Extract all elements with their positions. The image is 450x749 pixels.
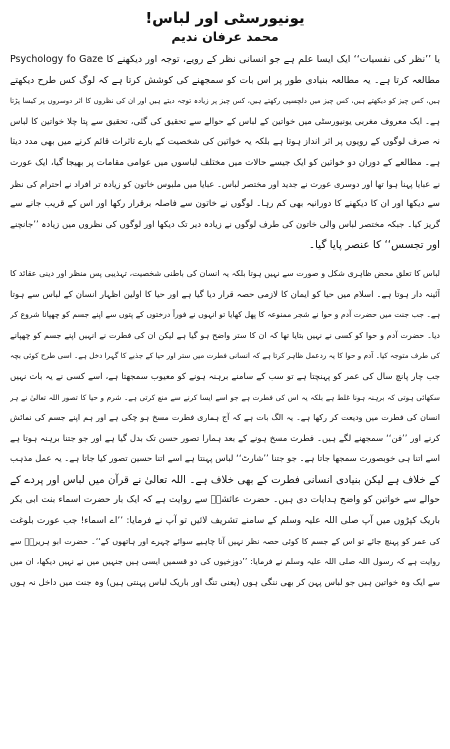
text-line: کرنے اور ’’فن‘‘ سمجھنے لگے ہیں۔ فطرت مسخ ہونے کے بعد ہمارا تصور حسن تک بدل گیا ہے اور جو جتنا برہنہ ہوتا ہے bbox=[10, 433, 440, 444]
text-line: کی طرف متوجہ کیا۔ آدم و حوا کا یہ ردعمل ظاہر کرتا ہے کہ انسانی فطرت میں ستر اور حیا کے جذبے کا گہرا دخل ہے۔ اسی طرح کوئی بچہ bbox=[10, 351, 440, 361]
paragraph-2 bbox=[10, 264, 440, 594]
text-line: روایت ہے کہ رسول اللہ صلی اللہ علیہ وسلم نے فرمایا: ’’دوزخیوں کی دو قسمیں ایسی ہیں جنہیں میں نے نہیں دیکھا، ان میں bbox=[10, 557, 440, 567]
text-line: ہے۔ جب جنت میں حضرت آدم و حوا نے شجر ممنوعہ کا پھل کھایا تو انہوں نے فوراً درختوں کے پتوں سے اپنے جسم کو چھپانا شروع کر bbox=[10, 310, 440, 320]
text-line: Psychology fo Gaze یا ’’نظر کی نفسیات‘‘ ایک ایسا علم ہے جو انسانی نظر کے رویے، توجہ اور دیکھنے کا bbox=[10, 54, 440, 65]
text-line: مطالعہ کرتا ہے۔ یہ مطالعہ بنیادی طور پر اس بات کو سمجھنے کی کوشش کرتا ہے کہ لوگ کس طرح دیکھتے bbox=[10, 74, 440, 86]
text-line: انسان کی فطرت میں ودیعت کر رکھا ہے۔ یہ الگ بات ہے کہ آج ہماری فطرت مسخ ہو چکی ہے اور ہم اپنے جسم کی نمائش bbox=[10, 413, 440, 423]
text-line: کی عمر کو پہنچ جائے تو اس کے جسم کا کوئی حصہ نظر نہیں آنا چاہیے سوائے چہرے اور ہاتھوں کے‘‘۔ حضرت ابو ہریرہؓ سے bbox=[10, 536, 440, 546]
text-line: ہے۔ مطالعے کے دوران دو خواتین کو ایک جیسے حالات میں مختلف لباسوں میں عوامی مقامات پر بھیجا گیا، ایک عورت bbox=[10, 157, 440, 168]
text-line: ہے۔ ایک معروف مغربی یونیورسٹی میں خواتین کے لباس کے حوالے سے تحقیق کی گئی، تحقیق سے پتا چلا خواتین کا لباس bbox=[10, 116, 440, 127]
article-title: یونیورسٹی اور لباس! bbox=[145, 9, 305, 27]
paragraph-1 bbox=[10, 50, 440, 256]
text-line: کے خلاف ہے لیکن بنیادی انسانی فطرت کے بھی خلاف ہے۔ اللہ تعالیٰ نے قرآن میں لباس اور پردے کے bbox=[10, 473, 440, 486]
text-line: لباس کا تعلق محض ظاہری شکل و صورت سے نہیں ہوتا بلکہ یہ انسان کی باطنی شخصیت، تہذیبی پس منظر اور دینی عقائد کا bbox=[10, 268, 440, 278]
text-line: آئینہ دار ہوتا ہے۔ اسلام میں حیا کو ایمان کا لازمی حصہ قرار دیا گیا ہے اور حیا کا اولین اظہار انسان کے لباس سے ہوتا bbox=[10, 289, 440, 300]
text-line: ہیں، کس چیز کو دیکھتے ہیں، کس چیز میں دلچسپی رکھتے ہیں، کس چیز پر زیادہ توجہ دیتے ہیں اور ان کی نظروں کا اثر دوسروں پر کیسا پڑتا bbox=[10, 97, 440, 106]
text-line: سکھائی ہوتی کہ برہنہ ہونا غلط ہے بلکہ یہ اس کی فطرت ہے جو اسے ایسا کرنے سے منع کرتی ہے۔ شرم و حیا کا تصور اللہ تعالیٰ نے ہر bbox=[10, 392, 440, 402]
text-line: جب چار پانچ سال کی عمر کو پہنچتا ہے تو سب کے سامنے برہنہ ہونے کو معیوب سمجھتا ہے، اسے کسی نے یہ بات نہیں bbox=[10, 371, 440, 382]
text-line: نہ صرف لوگوں کے رویوں پر اثر انداز ہوتا ہے بلکہ یہ خواتین کی شخصیت کے بارے تاثرات قائم کرنے میں بھی مدد دیتا bbox=[10, 137, 440, 148]
text-line: گریز کیا۔ جبکہ مختصر لباس والی خاتون کی طرف لوگوں نے زیادہ دیر تک دیکھا اور لوگوں کی نظروں میں زیادہ ’’جانچنے bbox=[10, 219, 440, 230]
text-line: نے عبایا پہنا ہوا تھا اور دوسری عورت نے جدید اور مختصر لباس۔ عبایا میں ملبوس خاتون کو زیادہ تر افراد نے احترام کی نظر bbox=[10, 178, 440, 189]
text-line: باریک کپڑوں میں آپ صلی اللہ علیہ وسلم کے سامنے تشریف لائیں تو آپ نے فرمایا: ’’اے اسماء! جب عورت بلوغت bbox=[10, 516, 440, 527]
paragraph-gap bbox=[10, 256, 440, 264]
text-line: سے ایک وہ خواتین ہیں جو لباس پہن کر بھی ننگی ہوں (یعنی تنگ اور باریک لباس پہنتی ہیں) وہ جنت میں داخل نہ ہوں bbox=[10, 577, 440, 588]
text-line: دیا۔ حضرت آدم و حوا کو کسی نے نہیں بتایا تھا کہ ان کا ستر واضح ہو گیا ہے لیکن ان کی فطرت نے انہیں اپنے جسم کو چھپانے bbox=[10, 330, 440, 340]
text-line: حوالے سے خواتین کو واضح ہدایات دی ہیں۔ حضرت عائشہؓ سے روایت ہے کہ ایک بار حضرت اسماء بنت ابی بکر bbox=[10, 495, 440, 506]
text-line: اسے اتنا ہی خوبصورت سمجھا جاتا ہے۔ جو جتنا ’’شارٹ‘‘ لباس پہنتا ہے اسے اتنا حسین تصور کیا جاتا ہے۔ یہ عمل مذہب bbox=[10, 454, 440, 465]
text-line: سے دیکھا اور ان کا دیکھنے کا دورانیہ بھی کم رہا۔ لوگوں نے خاتون سے فاصلہ برقرار رکھا اور اس کے قریب جانے سے bbox=[10, 199, 440, 210]
text-line: اور تجسس‘‘ کا عنصر پایا گیا۔ bbox=[308, 239, 440, 252]
article-author: محمد عرفان ندیم bbox=[171, 29, 279, 44]
